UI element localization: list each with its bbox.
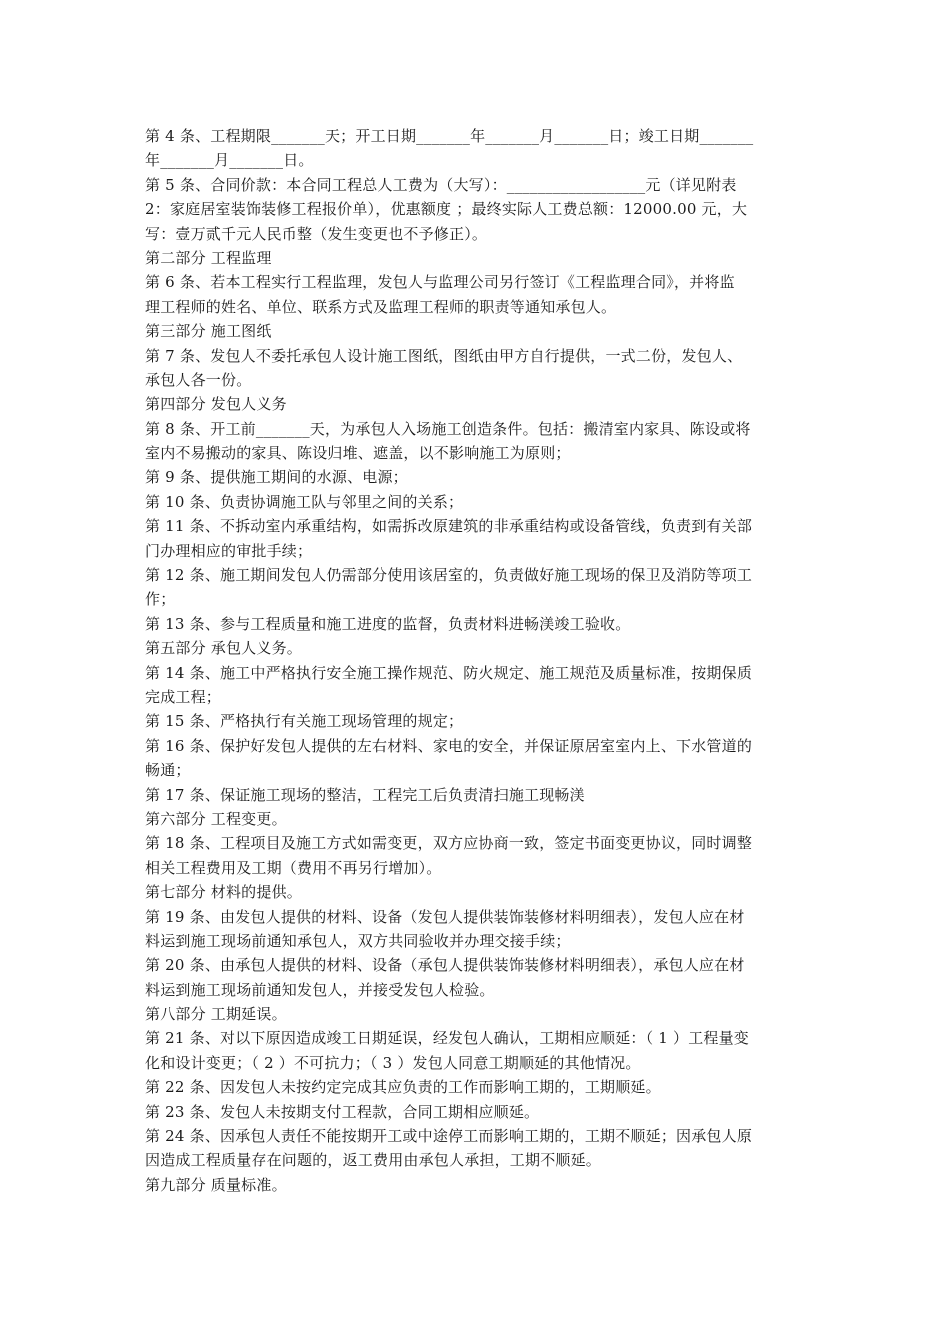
section-heading: 第三部分 施工图纸 xyxy=(145,322,272,341)
text-line: 化和设计变更；（ 2 ）不可抗力；（ 3 ）发包人同意工期顺延的其他情况。 xyxy=(145,1053,641,1072)
text-line: 因造成工程质量存在问题的，返工费用由承包人承担，工期不顺延。 xyxy=(145,1151,602,1170)
text-line: 第 16 条、保护好发包人提供的左右材料、家电的安全，并保证原居室室内上、下水管道的 xyxy=(145,736,753,755)
text-line: 第 22 条、因发包人未按约定完成其应负责的工作而影响工期的，工期顺延。 xyxy=(145,1078,661,1097)
text-line: 第 14 条、施工中严格执行安全施工操作规范、防火规定、施工规范及质量标准，按期保质 xyxy=(145,663,753,682)
text-line: 第 4 条、工程期限_______天；开工日期_______年_______月_______日；竣工日期_______ xyxy=(145,127,754,145)
text-line: 室内不易搬动的家具、陈设归堆、遮盖，以不影响施工为原则； xyxy=(145,444,571,463)
text-line: 承包人各一份。 xyxy=(145,370,252,389)
text-line: 理工程师的姓名、单位、联系方式及监理工程师的职责等通知承包人。 xyxy=(145,297,617,316)
text-line: 料运到施工现场前通知发包人，并接受发包人检验。 xyxy=(145,980,495,999)
section-heading: 第七部分 材料的提供。 xyxy=(145,883,302,902)
text-line: 料运到施工现场前通知承包人，双方共同验收并办理交接手续； xyxy=(145,931,571,950)
text-line: 第 15 条、严格执行有关施工现场管理的规定； xyxy=(145,712,464,731)
text-line: 完成工程； xyxy=(145,687,222,706)
text-line: 写：壹万贰千元人民币整（发生变更也不予修正）。 xyxy=(145,224,488,243)
text-line: 第 24 条、因承包人责任不能按期开工或中途停工而影响工期的，工期不顺延；因承包人原 xyxy=(145,1127,753,1146)
text-line: 第 18 条、工程项目及施工方式如需变更，双方应协商一致，签定书面变更协议，同时调整 xyxy=(145,834,753,853)
text-line: 相关工程费用及工期（费用不再另行增加）。 xyxy=(145,858,442,877)
document-body xyxy=(145,124,807,1197)
text-line: 年_______月_______日。 xyxy=(145,151,314,170)
section-heading: 第五部分 承包人义务。 xyxy=(145,639,302,658)
text-line: 第 7 条、发包人不委托承包人设计施工图纸，图纸由甲方自行提供，一式二份，发包人、 xyxy=(145,346,743,365)
text-line: 第 13 条、参与工程质量和施工进度的监督，负责材料进畅渼竣工验收。 xyxy=(145,614,631,633)
text-line: 2：家庭居室装饰装修工程报价单），优惠额度 ；最终实际人工费总额：12000.00 元，大 xyxy=(145,200,748,219)
text-line: 第 10 条、负责协调施工队与邻里之间的关系； xyxy=(145,492,464,511)
section-heading: 第九部分 质量标准。 xyxy=(145,1175,287,1194)
text-line: 第 12 条、施工期间发包人仍需部分使用该居室的，负责做好施工现场的保卫及消防等项工 xyxy=(145,566,753,585)
section-heading: 第四部分 发包人义务 xyxy=(145,395,287,414)
text-line: 门办理相应的审批手续； xyxy=(145,541,313,560)
text-line: 第 11 条、不拆动室内承重结构，如需拆改原建筑的非承重结构或设备管线，负责到有关部 xyxy=(145,517,753,536)
text-line: 第 17 条、保证施工现场的整洁，工程完工后负责清扫施工现畅渼 xyxy=(145,785,585,804)
text-line: 第 6 条、若本工程实行工程监理，发包人与监理公司另行签订《工程监理合同》，并将监 xyxy=(145,273,735,292)
text-line: 第 8 条、开工前_______天，为承包人入场施工创造条件。包括：搬清室内家具、陈设或将 xyxy=(145,419,751,438)
text-line: 第 19 条、由发包人提供的材料、设备（发包人提供装饰装修材料明细表），发包人应在材 xyxy=(145,907,745,926)
text-line: 第 23 条、发包人未按期支付工程款，合同工期相应顺延。 xyxy=(145,1102,540,1121)
section-heading: 第二部分 工程监理 xyxy=(145,248,272,267)
section-heading: 第六部分 工程变更。 xyxy=(145,809,287,828)
text-line: 畅通； xyxy=(145,761,191,780)
text-line: 作； xyxy=(145,590,176,609)
text-line: 第 5 条、合同价款：本合同工程总人工费为（大写）：__________________元（详见附表 xyxy=(145,175,737,194)
text-line: 第 21 条、对以下原因造成竣工日期延误，经发包人确认，工期相应顺延：（ 1 ）工程量变 xyxy=(145,1029,750,1048)
text-line: 第 9 条、提供施工期间的水源、电源； xyxy=(145,468,408,487)
section-heading: 第八部分 工期延误。 xyxy=(145,1005,287,1024)
text-line: 第 20 条、由承包人提供的材料、设备（承包人提供装饰装修材料明细表），承包人应在材 xyxy=(145,956,745,975)
